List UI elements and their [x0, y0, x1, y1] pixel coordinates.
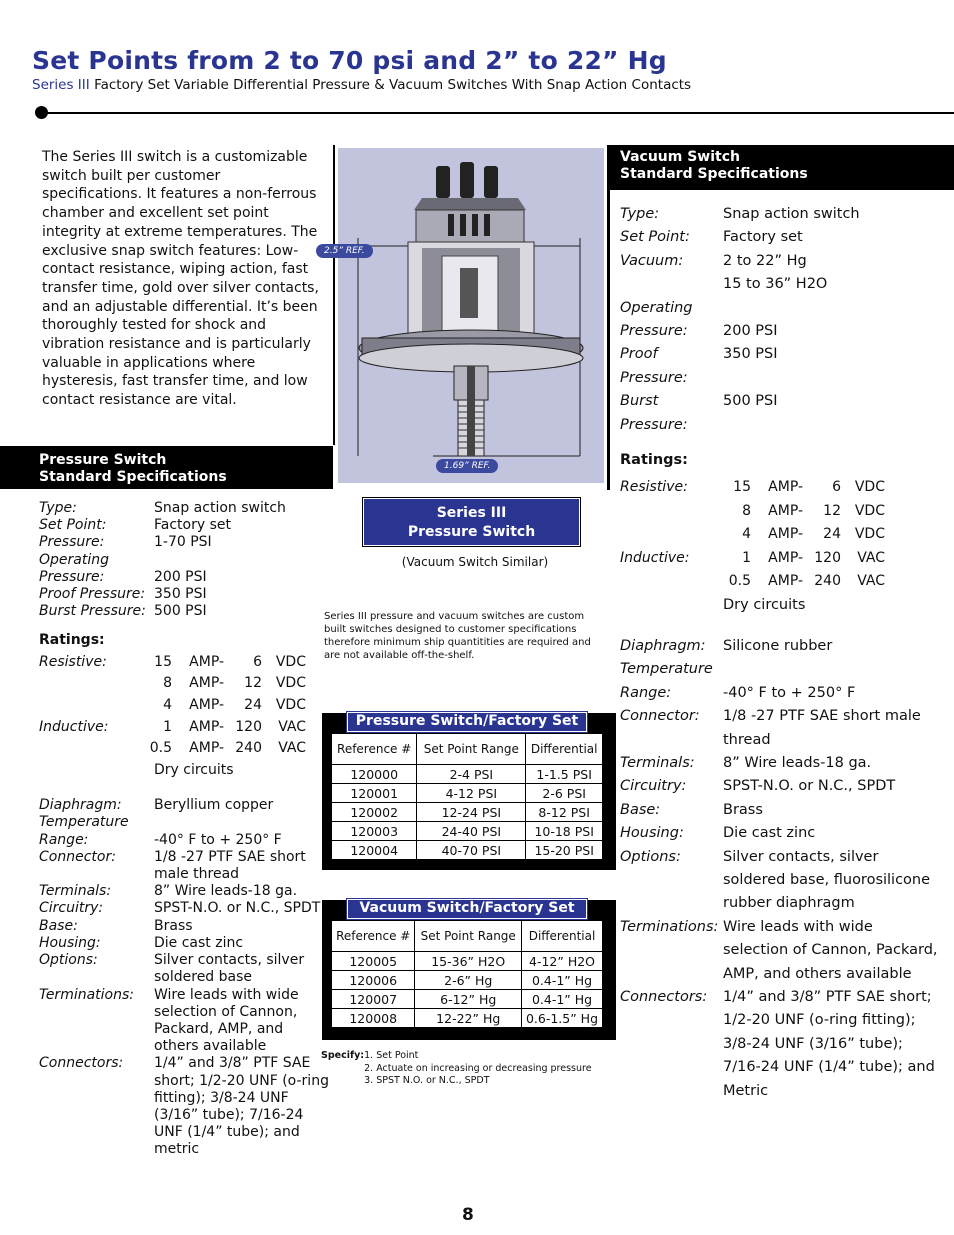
spec-key: Proof Pressure: — [39, 586, 146, 603]
table-cell: 120003 — [332, 822, 417, 841]
spec-row — [620, 203, 940, 226]
ratings-row — [39, 654, 306, 676]
pressure-heading-line1: Pressure Switch — [39, 452, 167, 468]
table-cell: 0.4-1” Hg — [522, 990, 603, 1009]
table-cell: 6-12” Hg — [415, 990, 522, 1009]
spec-value — [723, 297, 940, 320]
spec-key: Range: — [39, 831, 89, 848]
table-row — [332, 952, 603, 971]
ratings-cell: VAC — [278, 718, 306, 735]
table-row — [332, 1009, 603, 1028]
spec-key: Pressure: — [39, 534, 105, 551]
table-cell: 10-18 PSI — [526, 822, 603, 841]
spec-key: Housing: — [39, 934, 101, 951]
spec-value: 1/8 -27 PTF SAE short male thread — [723, 708, 921, 748]
spec-row — [620, 343, 940, 390]
ratings-cell: 12 — [823, 502, 841, 519]
ratings-row — [620, 547, 885, 570]
ratings-row — [39, 675, 306, 697]
spec-key: Connectors: — [39, 1055, 124, 1072]
table-cell: 2-6 PSI — [526, 784, 603, 803]
ratings-cell — [39, 675, 144, 697]
spec-row — [620, 297, 940, 320]
ratings-cell: 24 — [823, 526, 841, 543]
spec-row — [620, 775, 940, 798]
ratings-cell: 0.5 — [728, 573, 751, 590]
ratings-cell: 24 — [244, 697, 262, 713]
vacuum-spec-list — [620, 203, 940, 1103]
ratings-cell: VDC — [854, 526, 885, 543]
pressure-factory-table — [331, 733, 603, 860]
spec-key: Terminals: — [620, 754, 695, 771]
ratings-cell: 6 — [253, 653, 262, 670]
ratings-cell: VDC — [275, 675, 306, 692]
specify-item: 3. SPST N.O. or N.C., SPDT — [364, 1075, 490, 1086]
spec-key: Pressure: — [620, 323, 688, 340]
specify-label: Specify: — [321, 1050, 365, 1061]
table-cell: 120007 — [332, 990, 415, 1009]
ratings-cell: 15 — [154, 653, 172, 670]
spec-value: 200 PSI — [154, 568, 207, 585]
ratings-cell: 4 — [163, 697, 172, 713]
ratings-cell — [39, 697, 144, 719]
ratings-cell: AMP- — [768, 502, 803, 519]
ratings-cell: AMP- — [189, 653, 224, 670]
spec-value: Factory set — [154, 517, 231, 534]
spec-key: Housing: — [620, 825, 684, 842]
spec-value: 1/4” and 3/8” PTF SAE short; 1/2-20 UNF (o-ring fitting); 3/8-24 UNF (3/16” tube); 7/16-24 UNF (1/4” tube); and metric — [154, 1055, 329, 1158]
spec-key: Temperature — [39, 814, 129, 831]
spec-value: 350 PSI — [154, 586, 207, 603]
table-cell: 4-12 PSI — [417, 784, 526, 803]
table-cell: 15-20 PSI — [526, 841, 603, 860]
spec-row — [620, 799, 940, 822]
ratings-table — [620, 476, 885, 593]
spec-key: Vacuum: — [620, 252, 684, 269]
table-cell: 12-22” Hg — [415, 1009, 522, 1028]
spec-row — [620, 986, 940, 1103]
spec-value: 15 to 36” H2O — [723, 276, 828, 293]
spec-row — [620, 273, 940, 296]
series-label: Series III — [32, 77, 90, 93]
spec-value: Die cast zinc — [154, 934, 244, 951]
spec-value: Silver contacts, silver soldered base — [154, 952, 305, 986]
spec-value: 500 PSI — [154, 603, 207, 620]
spec-value: SPST-N.O. or N.C., SPDT — [154, 900, 321, 917]
spec-key: Range: — [620, 684, 672, 701]
table-cell: 120008 — [332, 1009, 415, 1028]
ratings-cell: 120 — [235, 718, 262, 735]
table-row — [332, 765, 603, 784]
spec-key: Burst Pressure: — [620, 393, 688, 433]
spec-value — [154, 552, 329, 569]
table-cell: 40-70 PSI — [417, 841, 526, 860]
spec-value: 8” Wire leads-18 ga. — [723, 754, 872, 771]
table-cell: 1-1.5 PSI — [526, 765, 603, 784]
spec-row — [39, 883, 329, 900]
table-row — [332, 990, 603, 1009]
table-cell: 12-24 PSI — [417, 803, 526, 822]
ratings-cell: AMP- — [189, 675, 224, 692]
spec-value — [154, 814, 329, 831]
spec-row — [39, 569, 329, 586]
ratings-cell: AMP- — [768, 549, 803, 566]
table-header-cell: Differential — [526, 734, 603, 765]
ratings-row — [620, 570, 885, 593]
vacuum-factory-table — [331, 920, 603, 1028]
ratings-label: Ratings: — [620, 452, 688, 469]
vacuum-spec-heading — [610, 145, 954, 190]
spec-row — [39, 586, 329, 603]
table-cell: 120002 — [332, 803, 417, 822]
spec-row — [620, 226, 940, 249]
table-header-cell: Reference # — [332, 921, 415, 952]
spec-row — [39, 849, 329, 883]
dimension-label-bottom: 1.69” REF. — [436, 459, 498, 473]
spec-key: Set Point: — [620, 229, 690, 246]
spec-key: Base: — [39, 917, 78, 934]
spec-value: 200 PSI — [723, 323, 778, 340]
table-header-cell: Set Point Range — [417, 734, 526, 765]
ratings-cell: 120 — [814, 549, 841, 566]
spec-row — [39, 552, 329, 569]
switch-cutaway-illustration — [338, 148, 604, 483]
ratings-cell: 12 — [244, 675, 262, 692]
spec-row — [620, 682, 940, 705]
spec-key: Operating — [39, 551, 109, 568]
spec-value: SPST-N.O. or N.C., SPDT — [723, 778, 896, 795]
spec-key — [620, 273, 723, 296]
dry-circuits: Dry circuits — [154, 762, 234, 779]
ratings-cell: 8 — [163, 675, 172, 692]
ratings-cell — [620, 570, 723, 593]
spec-value: Factory set — [723, 229, 803, 246]
table-row — [332, 971, 603, 990]
table-cell: 120004 — [332, 841, 417, 860]
spec-value: Wire leads with wide selection of Cannon, Packard, AMP, and others available — [723, 918, 938, 982]
series-pressure-switch-label — [364, 499, 579, 545]
spec-key: Options: — [620, 848, 681, 865]
ratings-row — [39, 740, 306, 762]
spec-row — [39, 797, 329, 814]
spec-key: Type: — [39, 500, 77, 516]
ratings-cell: AMP- — [189, 740, 224, 757]
table-cell: 24-40 PSI — [417, 822, 526, 841]
spec-value: Silicone rubber — [723, 637, 833, 654]
spec-row — [39, 534, 329, 551]
page-number: 8 — [462, 1205, 474, 1225]
ratings-cell — [620, 523, 723, 546]
spec-row — [620, 635, 940, 658]
spec-value: -40° F to + 250° F — [154, 831, 282, 848]
ratings-cell: Inductive: — [620, 549, 690, 566]
spec-row — [39, 500, 329, 517]
table-cell: 0.6-1.5” Hg — [522, 1009, 603, 1028]
ratings-row — [620, 476, 885, 499]
label-line1: Series III — [436, 505, 507, 521]
spec-value: 8” Wire leads-18 ga. — [154, 883, 298, 900]
ratings-cell: VDC — [854, 479, 885, 496]
spec-value — [723, 658, 940, 681]
spec-row — [39, 918, 329, 935]
spec-key: Base: — [620, 801, 661, 818]
table-cell: 8-12 PSI — [526, 803, 603, 822]
table-cell: 2-6” Hg — [415, 971, 522, 990]
spec-key: Options: — [39, 952, 98, 969]
spec-row — [39, 814, 329, 831]
table-cell: 120006 — [332, 971, 415, 990]
table-cell: 0.4-1” Hg — [522, 971, 603, 990]
table-cell: 120001 — [332, 784, 417, 803]
custom-build-note: Series III pressure and vacuum switches are custom built switches designed to customer specifications therefore minimum ship quantitities are required and are not available off-the-shelf. — [324, 611, 591, 661]
spec-row — [620, 320, 940, 343]
spec-row — [620, 822, 940, 845]
spec-row — [39, 832, 329, 849]
spec-value: Die cast zinc — [723, 825, 816, 842]
ratings-cell: AMP- — [768, 526, 803, 543]
right-divider — [607, 145, 610, 490]
specify-item: 2. Actuate on increasing or decreasing pressure — [364, 1062, 592, 1074]
page-title: Set Points from 2 to 70 psi and 2” to 22” Hg — [32, 46, 667, 75]
spec-key: Type: — [620, 206, 660, 222]
ratings-table — [39, 654, 306, 762]
spec-row — [39, 900, 329, 917]
subtitle-text: Factory Set Variable Differential Pressure & Vacuum Switches With Snap Action Contacts — [94, 77, 692, 93]
spec-row — [620, 846, 940, 916]
ratings-cell: 0.5 — [149, 740, 172, 757]
spec-value: Wire leads with wide selection of Cannon, Packard, AMP, and others available — [154, 986, 299, 1055]
spec-row — [39, 603, 329, 620]
ratings-cell: Resistive: — [39, 653, 107, 670]
spec-value: Brass — [154, 917, 193, 934]
table-cell: 4-12” H2O — [522, 952, 603, 971]
spec-key: Terminals: — [39, 883, 112, 900]
spec-key: Set Point: — [39, 517, 107, 534]
label-line2: Pressure Switch — [407, 524, 536, 540]
spec-value: 1/8 -27 PTF SAE short male thread — [154, 848, 306, 883]
pressure-table-title: Pressure Switch/Factory Set — [346, 711, 588, 733]
ratings-cell — [620, 500, 723, 523]
spec-row — [620, 250, 940, 273]
spec-key: Temperature — [620, 661, 713, 678]
ratings-label: Ratings: — [39, 632, 105, 649]
ratings-cell: 1 — [163, 718, 172, 735]
table-cell: 120000 — [332, 765, 417, 784]
spec-row — [620, 916, 940, 986]
spec-row — [39, 935, 329, 952]
spec-key: Circuitry: — [620, 778, 687, 795]
table-header-row — [332, 734, 603, 765]
ratings-cell: VDC — [275, 653, 306, 670]
spec-key: Connector: — [620, 708, 700, 725]
spec-row — [39, 1055, 329, 1158]
spec-key: Circuitry: — [39, 900, 104, 917]
intro-paragraph: The Series III switch is a customizable switch built per customer specifications. It features a non-ferrous chamber and excellent set point integrity at extreme temperatures. The exclusive snap switch features: Low-contact resistance, wiping action, fast transfer time, gold over silver contacts, and an adjustable differential. It’s been thoroughly tested for shock and vibration resistance and is particularly valuable in applications where hysteresis, fast transfer time, and low contact resistance are vital. — [42, 149, 319, 409]
table-row — [332, 841, 603, 860]
spec-key: Connector: — [39, 848, 116, 865]
spec-value: Beryllium copper — [154, 797, 274, 814]
dimension-label-top: 2.5” REF. — [316, 244, 373, 258]
vacuum-table-title: Vacuum Switch/Factory Set — [346, 898, 588, 920]
vacuum-heading-line1: Vacuum Switch — [620, 149, 740, 165]
table-header-cell: Set Point Range — [415, 921, 522, 952]
spec-value: 1/4” and 3/8” PTF SAE short; 1/2-20 UNF (o-ring fitting); 3/8-24 UNF (3/16” tube); 7/16-24 UNF (1/4” tube); and Metric — [723, 989, 935, 1099]
spec-key: Proof Pressure: — [620, 346, 688, 386]
table-header-cell: Reference # — [332, 734, 417, 765]
specify-notes — [321, 1050, 611, 1088]
spec-value: Silver contacts, silver soldered base, fluorosilicone rubber diaphragm — [723, 848, 931, 912]
ratings-cell: AMP- — [189, 697, 224, 713]
spec-row — [39, 517, 329, 534]
ratings-cell: 8 — [742, 502, 751, 519]
ratings-cell: VDC — [275, 697, 306, 713]
specify-item: 1. Set Point — [364, 1050, 419, 1061]
ratings-cell: AMP- — [768, 479, 803, 496]
table-row — [332, 784, 603, 803]
table-header-row — [332, 921, 603, 952]
pressure-heading-line2: Standard Specifications — [39, 469, 227, 485]
vacuum-heading-line2: Standard Specifications — [620, 166, 808, 182]
ratings-cell: AMP- — [189, 718, 224, 735]
ratings-cell: 240 — [235, 740, 262, 757]
ratings-row — [620, 500, 885, 523]
spec-key: Pressure: — [39, 568, 105, 585]
spec-value: Snap action switch — [723, 206, 860, 222]
spec-row — [620, 390, 940, 437]
ratings-cell: VAC — [857, 573, 885, 590]
ratings-cell: Resistive: — [620, 479, 688, 496]
spec-value: -40° F to + 250° F — [723, 684, 856, 701]
spec-value: Snap action switch — [154, 500, 286, 516]
spec-row — [39, 987, 329, 1056]
ratings-cell: 1 — [742, 549, 751, 566]
spec-value: 2 to 22” Hg — [723, 252, 807, 269]
table-cell: 120005 — [332, 952, 415, 971]
spec-key: Terminations: — [39, 986, 134, 1003]
table-cell: 15-36” H2O — [415, 952, 522, 971]
ratings-cell: VAC — [857, 549, 885, 566]
ratings-cell: 240 — [814, 573, 841, 590]
ratings-cell: Inductive: — [39, 718, 109, 735]
ratings-cell: AMP- — [768, 573, 803, 590]
page-subtitle — [32, 77, 691, 93]
spec-row — [620, 658, 940, 681]
ratings-cell: 4 — [742, 526, 751, 543]
spec-row — [39, 952, 329, 986]
spec-key: Operating — [620, 299, 693, 316]
ratings-row — [620, 523, 885, 546]
switch-photo — [324, 145, 607, 486]
pressure-spec-heading — [0, 446, 333, 489]
spec-key: Burst Pressure: — [39, 603, 146, 620]
spec-value: 350 PSI — [723, 346, 778, 363]
ratings-cell: VDC — [854, 502, 885, 519]
spec-row — [620, 752, 940, 775]
spec-key: Terminations: — [620, 918, 719, 935]
pressure-spec-list — [39, 500, 329, 1159]
ratings-cell — [39, 740, 144, 762]
ratings-cell: VAC — [278, 740, 306, 757]
ratings-cell: 15 — [733, 479, 751, 496]
spec-value: 500 PSI — [723, 393, 778, 410]
spec-value: Brass — [723, 801, 763, 818]
header-rule — [40, 112, 954, 114]
photo-caption: (Vacuum Switch Similar) — [401, 555, 549, 569]
ratings-row — [39, 697, 306, 719]
spec-key: Diaphragm: — [39, 797, 122, 814]
ratings-cell: 6 — [832, 479, 841, 496]
spec-key: Diaphragm: — [620, 637, 706, 654]
dry-circuits: Dry circuits — [723, 596, 806, 613]
table-row — [332, 822, 603, 841]
table-row — [332, 803, 603, 822]
spec-row — [620, 705, 940, 752]
spec-key: Connectors: — [620, 989, 708, 1005]
spec-value: 1-70 PSI — [154, 534, 212, 551]
ratings-row — [39, 719, 306, 741]
table-header-cell: Differential — [522, 921, 603, 952]
table-cell: 2-4 PSI — [417, 765, 526, 784]
